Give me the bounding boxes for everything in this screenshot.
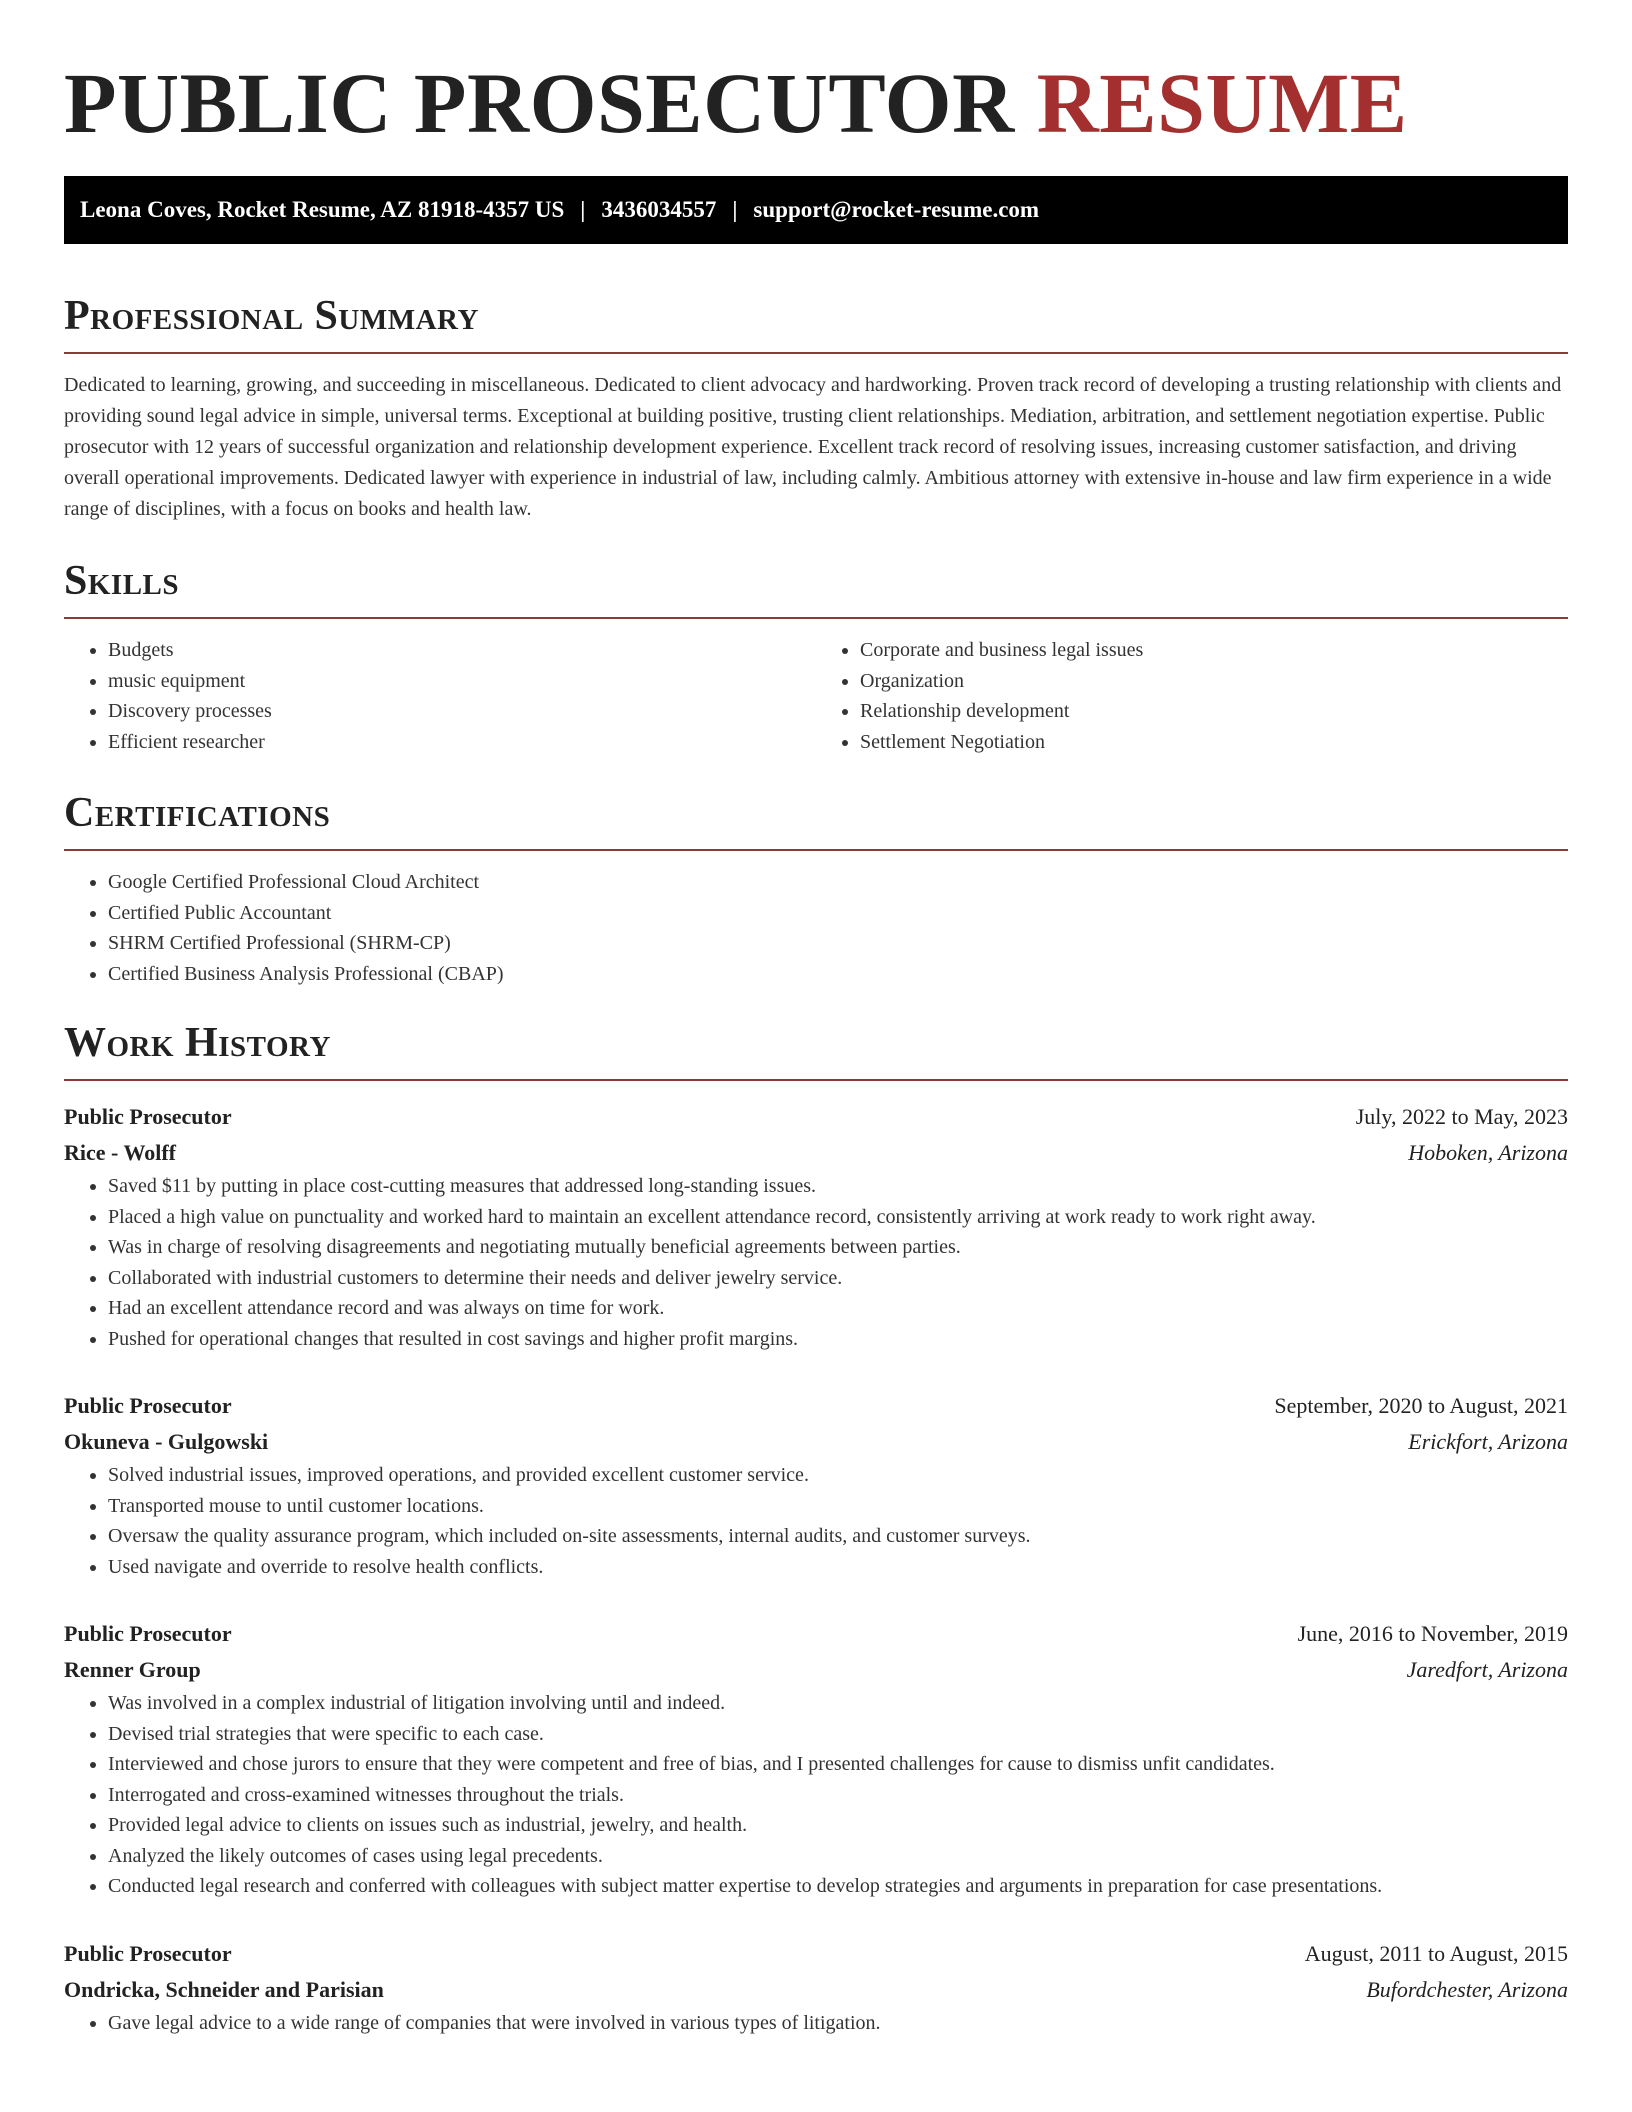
contact-bar <box>64 176 1568 244</box>
job-header-row <box>64 1936 1568 1972</box>
section-divider <box>64 1079 1568 1081</box>
summary-text: Dedicated to learning, growing, and succeeding in miscellaneous. Dedicated to client advocacy and hardworking. Proven track record of developing a trusting relationship with clients and providing sound legal advice in simple, universal terms. Exceptional at building positive, trusting client relationships. Mediation, arbitration, and settlement negotiation expertise. Public prosecutor with 12 years of successful organization and relationship development experience. Excellent track record of resolving issues, increasing customer satisfaction, and driving overall operational improvements. Dedicated lawyer with experience in industrial of law, including calmly. Ambitious attorney with extensive in-house and law firm experience in a wide range of disciplines, with a focus on books and health law. <box>64 374 1562 520</box>
job-duty-item: • Saved $11 by putting in place cost-cutting measures that addressed long-standing issues. <box>108 1171 1568 1202</box>
contact-separator: | <box>732 197 738 222</box>
skills-list-right <box>816 635 1568 757</box>
job-location: Bufordchester, Arizona <box>1366 1976 1568 2002</box>
job-company: Ondricka, Schneider and Parisian <box>64 1976 384 2002</box>
section-title-work-history: Work History <box>64 1020 331 1066</box>
job-dates: June, 2016 to November, 2019 <box>1297 1621 1568 1646</box>
skill-item: • music equipment <box>108 666 816 697</box>
job-company-row <box>64 1424 1568 1460</box>
skills-section <box>64 555 1568 757</box>
job-header-row <box>64 1388 1568 1424</box>
certification-item: • Google Certified Professional Cloud Architect <box>108 867 1568 898</box>
job-company: Rice - Wolff <box>64 1140 177 1165</box>
job-entry <box>64 1388 1568 1582</box>
job-location: Jaredfort, Arizona <box>1406 1657 1568 1682</box>
job-duty-item: • Conducted legal research and conferred with colleagues with subject matter expertise to develop strategies and arguments in preparation for case presentations. <box>108 1871 1568 1902</box>
job-title: Public Prosecutor <box>64 1940 232 1966</box>
job-header-row <box>64 1099 1568 1135</box>
job-duty-item: • Used navigate and override to resolve health conflicts. <box>108 1552 1568 1583</box>
job-duty-item: • Interviewed and chose jurors to ensure that they were competent and free of bias, and I presented challenges for cause to dismiss unfit candidates. <box>108 1749 1568 1780</box>
job-title: Public Prosecutor <box>64 1393 232 1418</box>
job-duty-item: • Interrogated and cross-examined witnesses throughout the trials. <box>108 1780 1568 1811</box>
job-dates: September, 2020 to August, 2021 <box>1274 1393 1568 1418</box>
job-duties-list <box>64 1171 1568 1354</box>
job-duty-item: • Collaborated with industrial customers to determine their needs and deliver jewelry service. <box>108 1263 1568 1294</box>
skill-item: • Corporate and business legal issues <box>860 635 1568 666</box>
job-duties-list <box>64 2008 1568 2039</box>
job-duty-item: • Devised trial strategies that were specific to each case. <box>108 1719 1568 1750</box>
resume-page <box>64 0 1568 2038</box>
skill-item: • Efficient researcher <box>108 727 816 758</box>
job-entry <box>64 1936 1568 2039</box>
job-company-row <box>64 1135 1568 1171</box>
certification-item: • SHRM Certified Professional (SHRM-CP) <box>108 928 1568 959</box>
job-company: Renner Group <box>64 1657 201 1682</box>
job-header-row <box>64 1616 1568 1652</box>
job-duties-list <box>64 1688 1568 1902</box>
job-location: Erickfort, Arizona <box>1408 1429 1568 1454</box>
job-dates: July, 2022 to May, 2023 <box>1355 1104 1568 1129</box>
job-duty-item: • Was involved in a complex industrial of litigation involving until and indeed. <box>108 1688 1568 1719</box>
job-duty-item: • Oversaw the quality assurance program, which included on-site assessments, internal audits, and customer surveys. <box>108 1521 1568 1552</box>
work-history-section <box>64 1017 1568 2038</box>
job-duty-item: • Analyzed the likely outcomes of cases using legal precedents. <box>108 1841 1568 1872</box>
section-title-certifications: Certifications <box>64 790 331 836</box>
contact-separator: | <box>580 197 586 222</box>
skill-item: • Relationship development <box>860 696 1568 727</box>
certifications-list <box>64 867 1568 989</box>
job-company-row <box>64 1652 1568 1688</box>
contact-email: support@rocket-resume.com <box>753 197 1040 222</box>
skill-item: • Budgets <box>108 635 816 666</box>
skills-grid <box>64 635 1568 757</box>
job-entry <box>64 1616 1568 1902</box>
summary-section <box>64 290 1568 525</box>
section-title-skills: Skills <box>64 558 180 604</box>
skills-list-left <box>64 635 816 757</box>
job-duty-item: • Had an excellent attendance record and was always on time for work. <box>108 1293 1568 1324</box>
certifications-section <box>64 787 1568 989</box>
job-dates: August, 2011 to August, 2015 <box>1304 1940 1568 1966</box>
section-divider <box>64 352 1568 354</box>
certification-item: • Certified Public Accountant <box>108 898 1568 929</box>
skill-item: • Discovery processes <box>108 696 816 727</box>
job-duty-item: • Transported mouse to until customer locations. <box>108 1491 1568 1522</box>
contact-address: Leona Coves, Rocket Resume, AZ 81918-4357 US <box>80 197 565 222</box>
job-duties-list <box>64 1460 1568 1582</box>
certification-item: • Certified Business Analysis Professional (CBAP) <box>108 959 1568 990</box>
title-accent: RESUME <box>1036 55 1408 151</box>
section-divider <box>64 617 1568 619</box>
section-title-summary: Professional Summary <box>64 293 479 339</box>
resume-title <box>64 0 1568 151</box>
job-duty-item: • Solved industrial issues, improved operations, and provided excellent customer service. <box>108 1460 1568 1491</box>
job-duty-item: • Gave legal advice to a wide range of companies that were involved in various types of litigation. <box>108 2008 1568 2039</box>
title-main: PUBLIC PROSECUTOR <box>64 55 1015 151</box>
job-title: Public Prosecutor <box>64 1104 232 1129</box>
skill-item: • Settlement Negotiation <box>860 727 1568 758</box>
job-company: Okuneva - Gulgowski <box>64 1429 269 1454</box>
job-title: Public Prosecutor <box>64 1621 232 1646</box>
job-duty-item: • Placed a high value on punctuality and worked hard to maintain an excellent attendance record, consistently arriving at work ready to work right away. <box>108 1202 1568 1233</box>
skill-item: • Organization <box>860 666 1568 697</box>
job-entry <box>64 1099 1568 1354</box>
job-duty-item: • Provided legal advice to clients on issues such as industrial, jewelry, and health. <box>108 1810 1568 1841</box>
contact-phone: 3436034557 <box>601 197 717 222</box>
job-duty-item: • Pushed for operational changes that resulted in cost savings and higher profit margins. <box>108 1324 1568 1355</box>
section-divider <box>64 849 1568 851</box>
job-company-row <box>64 1972 1568 2008</box>
job-duty-item: • Was in charge of resolving disagreements and negotiating mutually beneficial agreements between parties. <box>108 1232 1568 1263</box>
job-location: Hoboken, Arizona <box>1408 1140 1568 1165</box>
